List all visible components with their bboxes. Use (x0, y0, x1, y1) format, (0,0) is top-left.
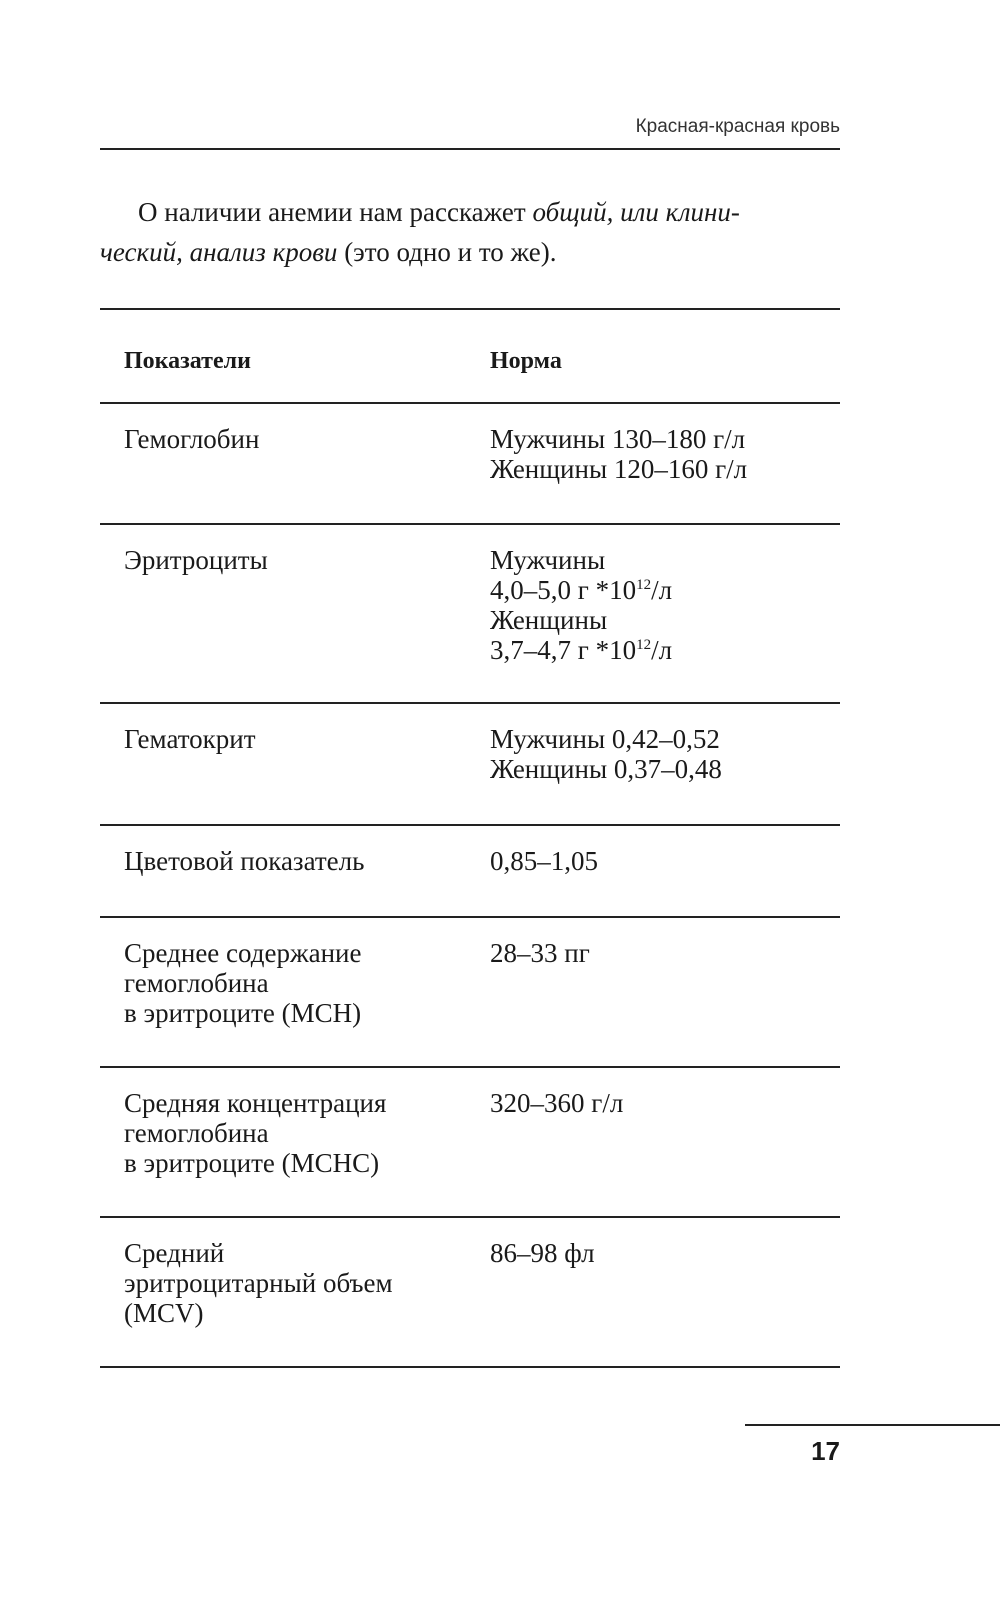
intro-line-2 (100, 237, 557, 267)
exponent: 12 (636, 577, 652, 593)
footer-rule (745, 1424, 1000, 1426)
intro-line-1 (100, 192, 840, 232)
norm-line (490, 575, 840, 605)
norm-line: Женщины (490, 605, 608, 635)
norms-table (100, 308, 840, 1368)
indicator-line: в эритроците (MCHC) (124, 1148, 380, 1178)
row-norm (490, 545, 840, 702)
header-indicator: Показатели (124, 348, 251, 374)
row-norm (490, 938, 840, 1066)
intro-paragraph (100, 192, 840, 272)
norm-line: 28–33 пг (490, 938, 590, 968)
row-norm (490, 724, 840, 824)
row-indicator (124, 938, 490, 1066)
table-header-row (100, 310, 840, 402)
row-norm (490, 424, 840, 523)
intro-text-2: (это одно и то же). (337, 237, 557, 267)
row-indicator (124, 724, 490, 824)
row-norm (490, 1238, 840, 1366)
table-row (100, 918, 840, 1066)
norm-value: 3,7–4,7 г *10 (490, 635, 637, 665)
norm-line: Женщины 0,37–0,48 (490, 754, 722, 784)
row-indicator (124, 1088, 490, 1216)
header-norm: Норма (490, 348, 562, 374)
row-indicator (124, 424, 490, 523)
header-rule (100, 148, 840, 150)
table-row (100, 404, 840, 523)
indicator-line: в эритроците (MCH) (124, 998, 362, 1028)
intro-text-1: О наличии анемии нам расскажет (138, 197, 533, 227)
norm-unit: /л (651, 575, 673, 605)
row-norm (490, 846, 840, 916)
indicator-line: (MCV) (124, 1298, 204, 1328)
intro-em-2: ческий, анализ крови (100, 237, 338, 267)
indicator-line: Средняя концентрация (124, 1088, 387, 1118)
table-rule (100, 1366, 840, 1368)
indicator-line: гемоглобина (124, 968, 269, 998)
norm-line: Мужчины 0,42–0,52 (490, 724, 720, 754)
row-indicator (124, 545, 490, 702)
table-row (100, 1218, 840, 1366)
norm-line: Мужчины (490, 545, 606, 575)
row-indicator (124, 1238, 490, 1366)
indicator-line: Среднее содержание (124, 938, 362, 968)
indicator-line: Цветовой показатель (124, 846, 365, 876)
indicator-line: Гематокрит (124, 724, 256, 754)
table-row (100, 525, 840, 702)
norm-line: 320–360 г/л (490, 1088, 624, 1118)
norm-line (490, 635, 840, 665)
table-row (100, 704, 840, 824)
norm-line: Женщины 120–160 г/л (490, 454, 748, 484)
row-norm (490, 1088, 840, 1216)
table-row (100, 1068, 840, 1216)
indicator-line: гемоглобина (124, 1118, 269, 1148)
indicator-line: Эритроциты (124, 545, 268, 575)
norm-line: 86–98 фл (490, 1238, 595, 1268)
indicator-line: эритроцитарный объем (124, 1268, 393, 1298)
indicator-line: Средний (124, 1238, 225, 1268)
page-number: 17 (811, 1436, 840, 1466)
intro-em-1: общий, или клини- (532, 197, 740, 227)
norm-line: 0,85–1,05 (490, 846, 598, 876)
indicator-line: Гемоглобин (124, 424, 260, 454)
norm-line: Мужчины 130–180 г/л (490, 424, 746, 454)
norm-value: 4,0–5,0 г *10 (490, 575, 637, 605)
norm-unit: /л (651, 635, 673, 665)
table-row (100, 826, 840, 916)
exponent: 12 (636, 637, 652, 653)
running-head: Красная-красная кровь (635, 116, 840, 137)
row-indicator (124, 846, 490, 916)
